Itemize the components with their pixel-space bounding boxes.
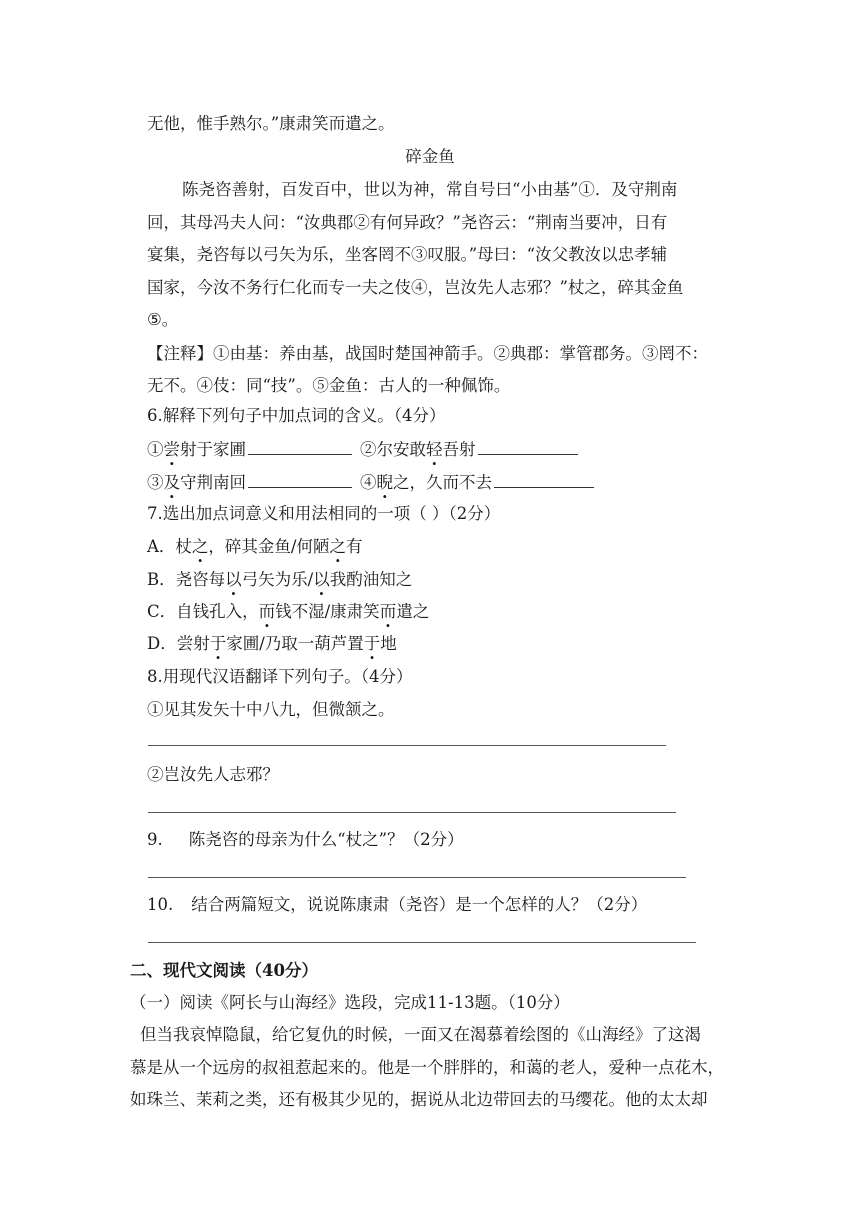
q8-sentence-1: ①见其发矢十中八九，但微颔之。 <box>147 700 395 719</box>
section2-line: 如珠兰、茉莉之类，还有极其少见的，据说从北边带回去的马缨花。他的太太却 <box>130 1090 708 1109</box>
passage2-title: 碎金鱼 <box>405 147 455 166</box>
q6-answer-blank[interactable] <box>248 438 352 455</box>
dotted-word: 而 <box>379 602 397 621</box>
q7-stem: 7.选出加点词意义和用法相同的一项（ ）（2分） <box>147 504 501 523</box>
option-text: 钱不湿/康肃笑 <box>275 602 380 621</box>
q6-row1 <box>147 438 578 461</box>
q7-option-b <box>147 569 412 591</box>
q6-answer-blank[interactable] <box>248 471 352 488</box>
q6-item1-dotted: 尝 <box>163 440 180 459</box>
q7-option-a <box>147 536 362 558</box>
option-text: A．杖 <box>147 537 192 556</box>
q6-row2 <box>147 471 594 494</box>
section2-heading: 二、现代文阅读（40分） <box>130 961 318 980</box>
option-text: C．自钱孔入， <box>147 602 259 621</box>
q10-number: 10. <box>147 895 174 914</box>
q6-item4-pre: ④ <box>360 473 377 492</box>
q7-option-c <box>147 601 429 623</box>
passage2-line: 宴集，尧咨每以弓矢为乐，坐客罔不③叹服。”母曰：“汝父教汝以忠孝辅 <box>147 245 668 264</box>
q6-item1-post: 射于家圃 <box>180 440 246 459</box>
q6-item4-post: 之，久而不去 <box>393 473 492 492</box>
q6-answer-blank[interactable] <box>478 438 578 455</box>
q10-answer-line[interactable] <box>148 942 696 943</box>
passage2-line: 国家，今汝不务行仁化而专一夫之伎④，岂汝先人志邪？”杖之，碎其金鱼 <box>147 278 684 297</box>
dotted-word: 以 <box>313 570 330 589</box>
q6-item3-pre: ③ <box>147 473 164 492</box>
section2-subheading: （一）阅读《阿长与山海经》选段，完成11-13题。（10分） <box>130 993 570 1012</box>
dotted-word: 于 <box>209 634 227 653</box>
q10 <box>147 894 647 916</box>
q9-text: 陈尧咨的母亲为什么“杖之”？（2分） <box>188 830 464 849</box>
passage2-line: ⑤。 <box>147 310 179 329</box>
passage2-line: 回，其母冯夫人问：“汝典郡②有何异政？”尧咨云：“荆南当要冲，日有 <box>147 213 668 232</box>
passage1-tail: 无他，惟手熟尔。”康肃笑而遣之。 <box>147 114 395 133</box>
notes-line: 无不。④伎：同“技”。⑤金鱼：古人的一种佩饰。 <box>147 376 511 395</box>
q9-number: 9. <box>147 830 163 849</box>
q8-stem: 8.用现代汉语翻译下列句子。（4分） <box>147 667 413 686</box>
q10-text: 结合两篇短文，说说陈康肃（尧咨）是一个怎样的人？（2分） <box>191 895 648 914</box>
q7-option-d <box>147 633 397 655</box>
dotted-word: 以 <box>225 570 242 589</box>
q6-item3-post: 守荆南回 <box>180 473 246 492</box>
option-text: 有 <box>345 537 363 556</box>
q6-item2-pre: ②尔安敢 <box>360 440 426 459</box>
option-text: B．尧咨每 <box>147 570 226 589</box>
q9 <box>147 829 464 851</box>
dotted-word: 之 <box>329 537 346 556</box>
q6-item2-post: 吾射 <box>442 440 476 459</box>
option-text: 家圃/乃取一葫芦置 <box>226 634 364 653</box>
option-text: D．尝射 <box>147 634 210 653</box>
dotted-word: 于 <box>363 634 381 653</box>
dotted-word: 之 <box>191 537 209 556</box>
q6-answer-blank[interactable] <box>494 471 594 488</box>
option-text: 我酌油知之 <box>329 570 413 589</box>
q6-item4-dotted: 睨 <box>376 473 393 492</box>
q9-answer-line[interactable] <box>148 877 686 878</box>
notes-line: 【注释】①由基：养由基，战国时楚国神箭手。②典郡：掌管郡务。③罔不： <box>147 344 708 363</box>
option-text: ，碎其金鱼/何陋 <box>208 537 330 556</box>
q6-stem: 6.解释下列句子中加点词的含义。（4分） <box>147 406 446 425</box>
q6-item1-pre: ① <box>147 440 164 459</box>
section2-line: 但当我哀悼隐鼠，给它复仇的时候，一面又在渴慕着绘图的《山海经》了这渴 <box>140 1025 701 1044</box>
section2-line: 慕是从一个远房的叔祖惹起来的。他是一个胖胖的，和蔼的老人，爱种一点花木， <box>130 1058 724 1077</box>
passage2-line: 陈尧咨善射，百发百中，世以为神，常自号曰“小由基”①．及守荆南 <box>182 180 678 199</box>
q6-item3-dotted: 及 <box>163 473 180 492</box>
option-text: 弓矢为乐/ <box>241 570 314 589</box>
q8-answer-line-1[interactable] <box>148 745 666 746</box>
dotted-word: 而 <box>258 602 276 621</box>
option-text: 遣之 <box>396 602 430 621</box>
q6-item2-dotted: 轻 <box>426 440 443 459</box>
q8-sentence-2: ②岂汝先人志邪？ <box>147 765 279 784</box>
q8-answer-line-2[interactable] <box>148 812 676 813</box>
option-text: 地 <box>380 634 397 653</box>
